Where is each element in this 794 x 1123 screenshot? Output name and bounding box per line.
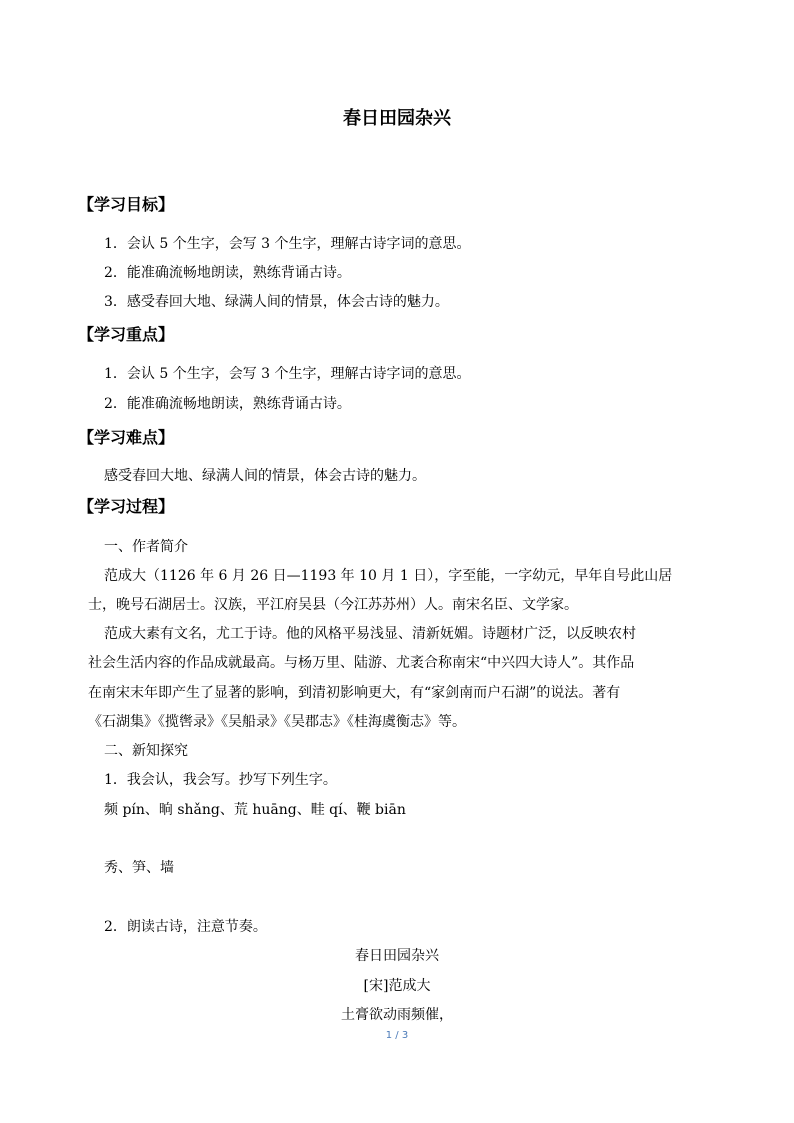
difficulties-heading: 【学习难点】 — [78, 428, 175, 447]
process-heading: 【学习过程】 — [78, 497, 175, 516]
task-2: 2．朗读古诗，注意节奏。 — [104, 919, 267, 935]
objective-item-3: 3．感受春回大地、绿满人间的情景，体会古诗的魅力。 — [104, 294, 449, 310]
pinyin-line: 频 pín、晌 shǎng、荒 huāng、畦 qí、鞭 biān — [104, 802, 406, 818]
objective-item-2: 2．能准确流畅地朗读，熟练背诵古诗。 — [104, 265, 351, 281]
poem-line-1: 土膏欲动雨频催， — [341, 1007, 453, 1023]
write-characters: 秀、笋、墙 — [104, 860, 174, 876]
objective-item-1: 1．会认 5 个生字，会写 3 个生字，理解古诗字词的意思。 — [104, 236, 471, 252]
author-paragraph-2-line-1: 范成大素有文名，尤工于诗。他的风格平易浅显、清新妩媚。诗题材广泛，以反映农村 — [104, 626, 636, 642]
poem-author: [宋]范成大 — [363, 978, 431, 994]
author-paragraph-1-line-1: 范成大（1126 年 6 月 26 日—1193 年 10 月 1 日），字至能，一字幼元，早年自号此山居 — [104, 568, 673, 584]
section2-title: 二、新知探究 — [104, 743, 188, 759]
author-paragraph-2-line-4: 《石湖集》《揽辔录》《吴船录》《吴郡志》《桂海虞衡志》等。 — [88, 714, 466, 730]
author-paragraph-2-line-3: 在南宋末年即产生了显著的影响，到清初影响更大，有“家剑南而户石湖”的说法。著有 — [88, 685, 621, 701]
key-point-item-1: 1．会认 5 个生字，会写 3 个生字，理解古诗字词的意思。 — [104, 366, 471, 382]
page-number: 1 / 3 — [385, 1030, 409, 1041]
key-point-item-2: 2．能准确流畅地朗读，熟练背诵古诗。 — [104, 396, 351, 412]
task-1: 1．我会认，我会写。抄写下列生字。 — [104, 772, 337, 788]
objectives-heading: 【学习目标】 — [78, 195, 175, 214]
document-title: 春日田园杂兴 — [343, 108, 451, 129]
difficulties-text: 感受春回大地、绿满人间的情景，体会古诗的魅力。 — [104, 468, 426, 484]
section1-title: 一、作者简介 — [104, 539, 188, 555]
key-points-heading: 【学习重点】 — [78, 325, 175, 344]
author-paragraph-2-line-2: 社会生活内容的作品成就最高。与杨万里、陆游、尤袤合称南宋“中兴四大诗人”。其作品 — [88, 655, 635, 671]
author-paragraph-1-line-2: 士，晚号石湖居士。汉族，平江府吴县（今江苏苏州）人。南宋名臣、文学家。 — [88, 597, 578, 613]
poem-title: 春日田园杂兴 — [355, 948, 439, 964]
